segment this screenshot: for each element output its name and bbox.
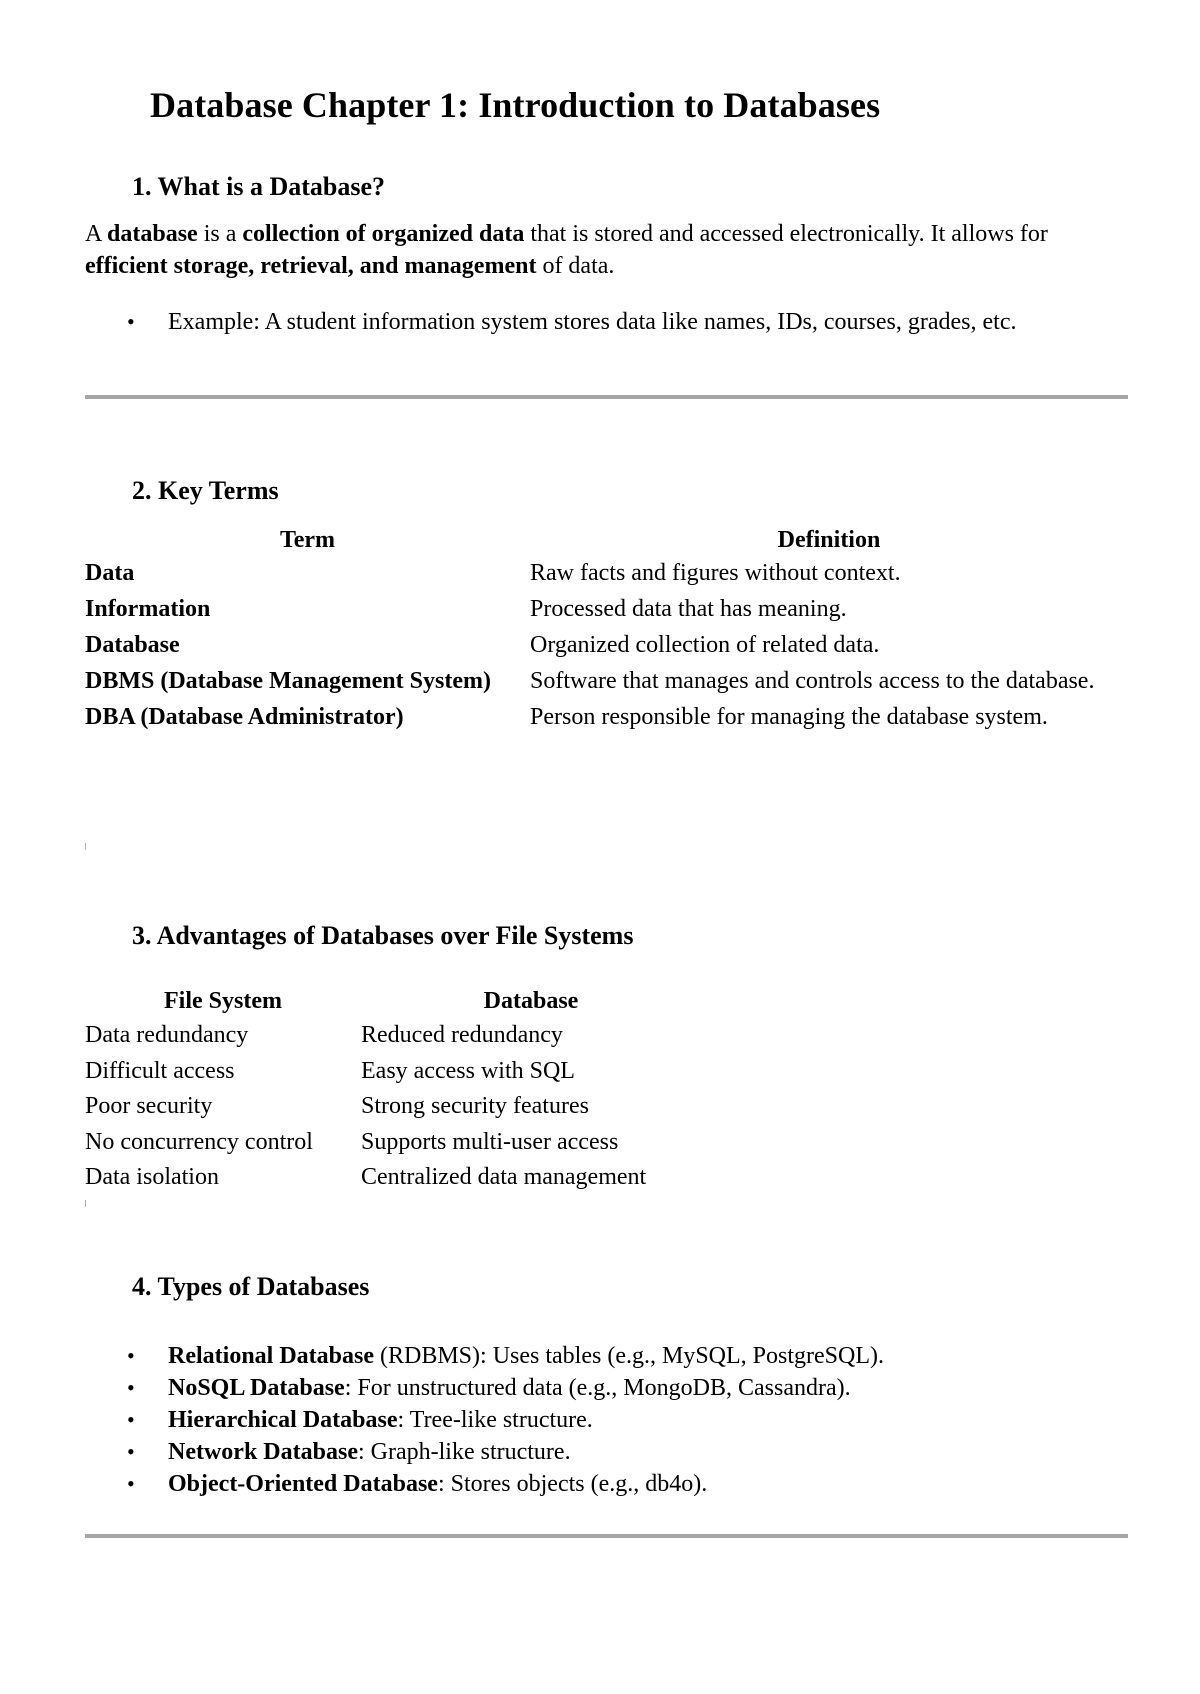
table-row (85, 665, 1128, 701)
list-item-text: (RDBMS): Uses tables (e.g., MySQL, PostgreSQL). (374, 1343, 884, 1369)
column-header-term: Term (279, 527, 336, 553)
paragraph-text: is a (197, 221, 243, 247)
definition-cell: Processed data that has meaning. (530, 596, 847, 622)
list-item-bold-text: NoSQL Database (168, 1375, 345, 1401)
column-header-database: Database (483, 988, 579, 1014)
bullet-icon: • (127, 309, 135, 334)
key-terms-table (85, 523, 1128, 737)
term-cell: Information (85, 596, 211, 622)
page-title: Database Chapter 1: Introduction to Databases (150, 85, 881, 125)
table-end-mark (85, 843, 86, 850)
list-item (85, 1340, 1128, 1372)
database-definition-paragraph (85, 218, 1128, 282)
list-item-bold-text: Relational Database (168, 1343, 374, 1369)
table-row (85, 593, 1128, 629)
section-heading-key-terms: 2. Key Terms (132, 476, 279, 505)
term-cell: Data (85, 560, 135, 586)
table-row (85, 1018, 701, 1054)
paragraph-bold-text: database (107, 221, 198, 247)
paragraph-text: of data. (536, 253, 615, 279)
paragraph-bold-text: efficient storage, retrieval, and management (85, 253, 537, 279)
database-cell: Centralized data management (361, 1164, 647, 1190)
list-item (85, 1404, 1128, 1436)
file-system-cell: Data redundancy (85, 1022, 249, 1048)
section-heading-what-is-database: 1. What is a Database? (132, 172, 386, 201)
list-item (85, 306, 1128, 338)
table-row (85, 1054, 701, 1090)
table-header-row (85, 523, 1128, 557)
paragraph-text: that is stored and accessed electronically. It allows for (524, 221, 1048, 247)
bullet-icon: • (127, 1407, 135, 1432)
file-system-cell: Difficult access (85, 1057, 235, 1084)
bullet-icon: • (127, 1375, 135, 1400)
list-item-bold-text: Network Database (168, 1439, 358, 1465)
paragraph-text: A (85, 221, 108, 247)
database-cell: Easy access with SQL (361, 1057, 575, 1084)
advantages-table (85, 984, 701, 1196)
section-heading-types: 4. Types of Databases (132, 1272, 370, 1301)
list-item (85, 1436, 1128, 1468)
database-types-list (85, 1340, 1128, 1500)
table-row (85, 701, 1128, 737)
database-cell: Strong security features (361, 1093, 589, 1119)
file-system-cell: Poor security (85, 1093, 213, 1119)
definition-cell: Person responsible for managing the database system. (530, 704, 1048, 730)
definition-cell: Organized collection of related data. (530, 632, 880, 658)
list-item (85, 1468, 1128, 1500)
table-row (85, 1125, 701, 1161)
list-item-bold-text: Object-Oriented Database (168, 1471, 438, 1497)
paragraph-bold-text: collection of organized data (242, 221, 525, 247)
table-row (85, 557, 1128, 593)
database-cell: Reduced redundancy (361, 1022, 563, 1048)
list-item-text: : Graph-like structure. (357, 1439, 571, 1465)
table-row (85, 1160, 701, 1196)
column-header-file-system: File System (164, 988, 282, 1014)
definition-cell: Software that manages and controls access to the database. (530, 668, 1095, 694)
horizontal-divider (85, 1534, 1128, 1538)
file-system-cell: No concurrency control (85, 1128, 313, 1155)
list-item-text: Example: A student information system stores data like names, IDs, courses, grades, etc. (168, 309, 1017, 335)
bullet-icon: • (127, 1471, 135, 1496)
table-header-row (85, 984, 701, 1018)
table-row (85, 629, 1128, 665)
section-heading-advantages: 3. Advantages of Databases over File Systems (132, 921, 634, 950)
term-cell: DBMS (Database Management System) (85, 668, 491, 694)
list-item (85, 1372, 1128, 1404)
definition-cell: Raw facts and figures without context. (530, 560, 901, 586)
file-system-cell: Data isolation (85, 1164, 219, 1190)
column-header-definition: Definition (777, 527, 881, 553)
example-bullet-list (85, 306, 1128, 338)
list-item-text: : For unstructured data (e.g., MongoDB, Cassandra). (344, 1375, 851, 1401)
table-end-mark (85, 1200, 86, 1207)
list-item-bold-text: Hierarchical Database (168, 1407, 398, 1433)
list-item-text: : Tree-like structure. (397, 1407, 593, 1433)
horizontal-divider (85, 395, 1128, 399)
bullet-icon: • (127, 1343, 135, 1368)
database-cell: Supports multi-user access (361, 1128, 619, 1155)
term-cell: DBA (Database Administrator) (85, 704, 404, 730)
term-cell: Database (85, 632, 180, 658)
table-row (85, 1089, 701, 1125)
bullet-icon: • (127, 1439, 135, 1464)
list-item-text: : Stores objects (e.g., db4o). (437, 1471, 708, 1497)
